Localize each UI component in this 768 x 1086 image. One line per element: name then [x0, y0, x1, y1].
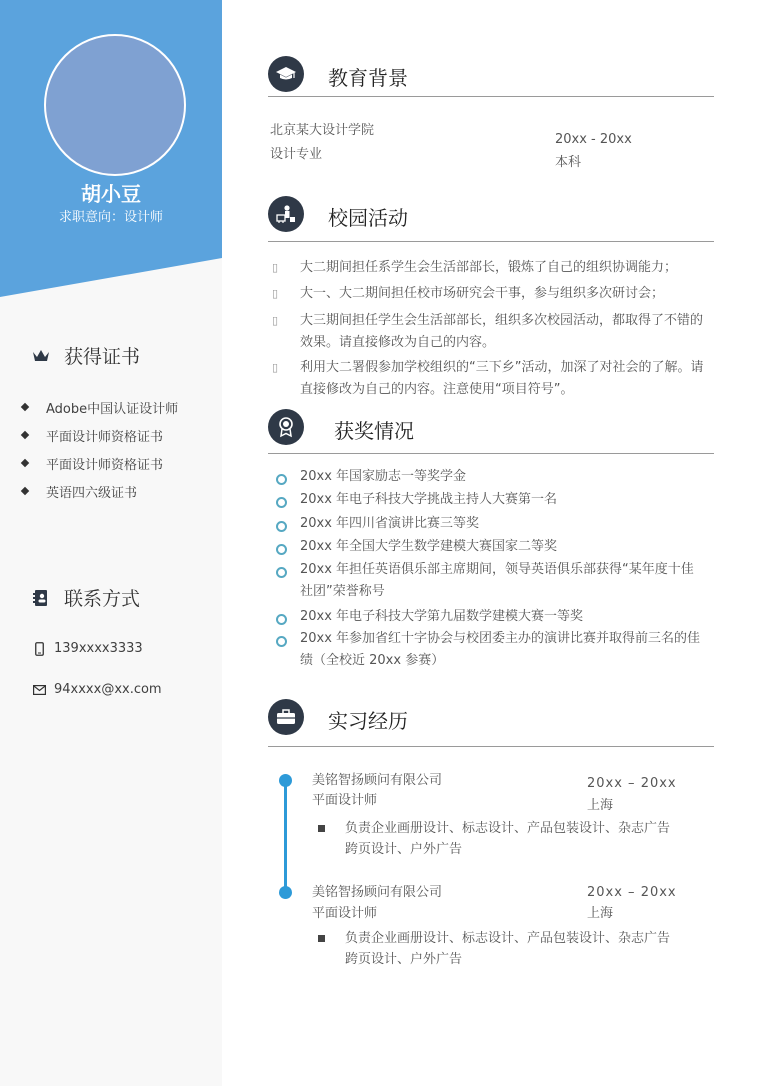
activities-section-header [268, 196, 714, 242]
certificate-text: Adobe中国认证设计师 [46, 401, 179, 417]
section-title: 实习经历 [328, 709, 408, 733]
presenter-icon [268, 196, 304, 232]
phone-icon [32, 642, 46, 656]
award-text: 20xx 年电子科技大学挑战主持人大赛第一名 [300, 492, 558, 507]
contact-heading [30, 584, 140, 611]
avatar [44, 34, 186, 176]
crown-icon [30, 345, 52, 367]
list-item [276, 628, 706, 672]
bullet-icon: ▯ [272, 261, 279, 274]
profile-name: 胡小豆 [81, 182, 141, 206]
list-item [272, 257, 712, 279]
education-period: 20xx - 20xx [555, 132, 632, 147]
company-name: 美铭智扬顾问有限公司 [312, 885, 443, 900]
school-name: 北京某大设计学院 [270, 123, 375, 138]
job-period: 20xx – 20xx [587, 776, 677, 791]
job-location: 上海 [587, 906, 614, 921]
mail-icon [32, 685, 46, 695]
list-item [276, 513, 712, 535]
list-item [272, 357, 712, 401]
graduation-cap-icon [268, 56, 304, 92]
diamond-bullet-icon [21, 403, 29, 411]
circle-bullet-icon [276, 521, 287, 532]
list-item [276, 536, 712, 558]
sidebar [0, 0, 222, 1086]
circle-bullet-icon [276, 567, 287, 578]
major: 设计专业 [270, 147, 323, 162]
list-item [20, 449, 178, 477]
circle-bullet-icon [276, 474, 287, 485]
circle-bullet-icon [276, 544, 287, 555]
list-item [276, 606, 712, 628]
job-description [318, 928, 678, 970]
job-period: 20xx – 20xx [587, 885, 677, 900]
email-row [32, 682, 162, 697]
list-item [272, 283, 712, 305]
diamond-bullet-icon [21, 487, 29, 495]
timeline-dot [279, 886, 292, 899]
contact-title: 联系方式 [64, 588, 141, 610]
certificate-list [20, 393, 178, 505]
list-item [276, 466, 712, 488]
list-item [20, 477, 178, 505]
section-title: 教育背景 [328, 66, 408, 90]
award-text: 20xx 年全国大学生数学建模大赛国家二等奖 [300, 539, 558, 554]
activity-text: 大二期间担任系学生会生活部部长，锻炼了自己的组织协调能力； [300, 260, 678, 275]
phone-row [32, 641, 143, 656]
award-text: 20xx 年担任英语俱乐部主席期间，领导英语俱乐部获得“某年度十佳社团”荣誉称号 [300, 562, 694, 599]
degree: 本科 [555, 155, 582, 170]
circle-bullet-icon [276, 614, 287, 625]
timeline-dot [279, 774, 292, 787]
certificate-text: 平面设计师资格证书 [46, 457, 164, 473]
list-item [276, 489, 712, 511]
internship-section-header [268, 699, 714, 747]
contact-book-icon [30, 587, 52, 609]
certificate-text: 平面设计师资格证书 [46, 429, 164, 445]
award-text: 20xx 年电子科技大学第九届数学建模大赛一等奖 [300, 609, 584, 624]
square-bullet-icon [318, 935, 325, 942]
activity-text: 大三期间担任学生会生活部部长，组织多次校园活动，都取得了不错的效果。请直接修改为自己的内容。 [300, 313, 704, 350]
bullet-icon: ▯ [272, 361, 279, 374]
job-description-text: 负责企业画册设计、标志设计、产品包装设计、杂志广告跨页设计、户外广告 [345, 931, 671, 967]
square-bullet-icon [318, 825, 325, 832]
timeline-line [284, 780, 287, 892]
list-item [20, 421, 178, 449]
bullet-icon: ▯ [272, 287, 279, 300]
certificate-text: 英语四六级证书 [46, 485, 138, 501]
job-location: 上海 [587, 798, 614, 813]
diamond-bullet-icon [21, 459, 29, 467]
education-section-header [268, 56, 714, 97]
activity-text: 利用大二署假参加学校组织的“三下乡”活动，加深了对社会的了解。请直接修改为自己的内容。注意使用“项目符号”。 [300, 360, 704, 397]
circle-bullet-icon [276, 636, 287, 647]
diamond-bullet-icon [21, 431, 29, 439]
section-title: 获奖情况 [334, 419, 414, 443]
job-description [318, 818, 678, 860]
award-text: 20xx 年四川省演讲比赛三等奖 [300, 516, 480, 531]
medal-icon [268, 409, 304, 445]
award-text: 20xx 年国家励志一等奖学金 [300, 469, 467, 484]
bullet-icon: ▯ [272, 314, 279, 327]
email-address: 94xxxx@xx.com [54, 682, 162, 697]
list-item [276, 559, 696, 603]
job-role: 平面设计师 [312, 906, 378, 921]
section-title: 校园活动 [328, 206, 408, 230]
job-intent: 求职意向：设计师 [58, 210, 163, 225]
certificates-heading [30, 342, 140, 369]
certificates-title: 获得证书 [64, 346, 141, 368]
award-text: 20xx 年参加省红十字协会与校团委主办的演讲比赛并取得前三名的佳绩（全校近 20xx 参赛） [300, 631, 701, 668]
activity-text: 大一、大二期间担任校市场研究会干事，参与组织多次研讨会； [300, 286, 665, 301]
awards-section-header [268, 409, 714, 454]
circle-bullet-icon [276, 497, 287, 508]
job-description-text: 负责企业画册设计、标志设计、产品包装设计、杂志广告跨页设计、户外广告 [345, 821, 671, 857]
list-item [20, 393, 178, 421]
job-role: 平面设计师 [312, 793, 378, 808]
company-name: 美铭智扬顾问有限公司 [312, 773, 443, 788]
briefcase-icon [268, 699, 304, 735]
list-item [272, 310, 712, 354]
phone-number: 139xxxx3333 [54, 641, 143, 656]
